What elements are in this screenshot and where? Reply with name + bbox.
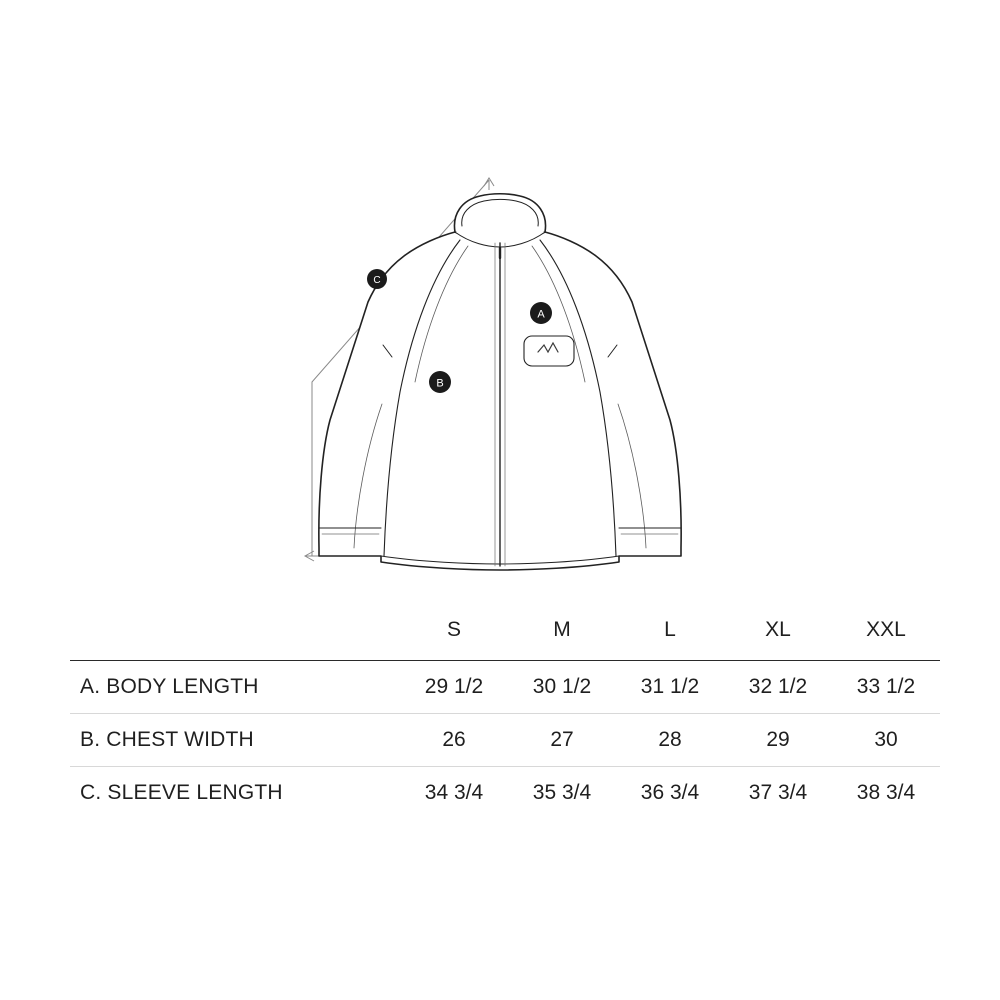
callout-b bbox=[429, 371, 451, 393]
cell-body-length-xxl: 33 1/2 bbox=[832, 661, 940, 714]
cell-sleeve-length-l: 36 3/4 bbox=[640, 781, 700, 804]
callout-a-label: A bbox=[537, 308, 545, 321]
cell-chest-width-xl: 29 bbox=[724, 714, 832, 767]
callout-a bbox=[530, 302, 552, 324]
table-header bbox=[70, 600, 940, 661]
column-header-m: M bbox=[508, 600, 616, 661]
table-corner-cell bbox=[70, 600, 400, 661]
cell-chest-width-m: 27 bbox=[508, 714, 616, 767]
column-header-xl: XL bbox=[724, 600, 832, 661]
measurements-table bbox=[70, 600, 940, 819]
column-header-s: S bbox=[400, 600, 508, 661]
row-label-chest-width: B. CHEST WIDTH bbox=[70, 714, 400, 767]
size-chart-table bbox=[70, 600, 940, 819]
cell-body-length-l: 31 1/2 bbox=[616, 661, 724, 714]
cell-chest-width-xxl: 30 bbox=[832, 714, 940, 767]
cell-sleeve-length-s: 34 3/4 bbox=[424, 781, 484, 804]
cell-body-length-s: 29 1/2 bbox=[400, 661, 508, 714]
cell-chest-width-s: 26 bbox=[400, 714, 508, 767]
row-label-body-length: A. BODY LENGTH bbox=[70, 661, 400, 714]
cell-chest-width-l: 28 bbox=[616, 714, 724, 767]
column-header-xxl: XXL bbox=[832, 600, 940, 661]
cell-sleeve-length-xl: 37 3/4 bbox=[748, 781, 808, 804]
cell-body-length-xl: 32 1/2 bbox=[724, 661, 832, 714]
column-header-l: L bbox=[616, 600, 724, 661]
cell-body-length-m: 30 1/2 bbox=[508, 661, 616, 714]
cell-sleeve-length-xxl: 38 3/4 bbox=[856, 781, 916, 804]
table-row bbox=[70, 714, 940, 767]
cell-sleeve-length-m: 35 3/4 bbox=[532, 781, 592, 804]
table-row bbox=[70, 661, 940, 714]
table-header-row bbox=[70, 600, 940, 661]
table-row bbox=[70, 767, 940, 820]
table-body bbox=[70, 661, 940, 820]
callout-b-label: B bbox=[436, 377, 444, 390]
callout-c-label: C bbox=[373, 275, 381, 286]
row-label-sleeve-length: C. SLEEVE LENGTH bbox=[80, 781, 283, 804]
callout-c bbox=[367, 269, 387, 289]
